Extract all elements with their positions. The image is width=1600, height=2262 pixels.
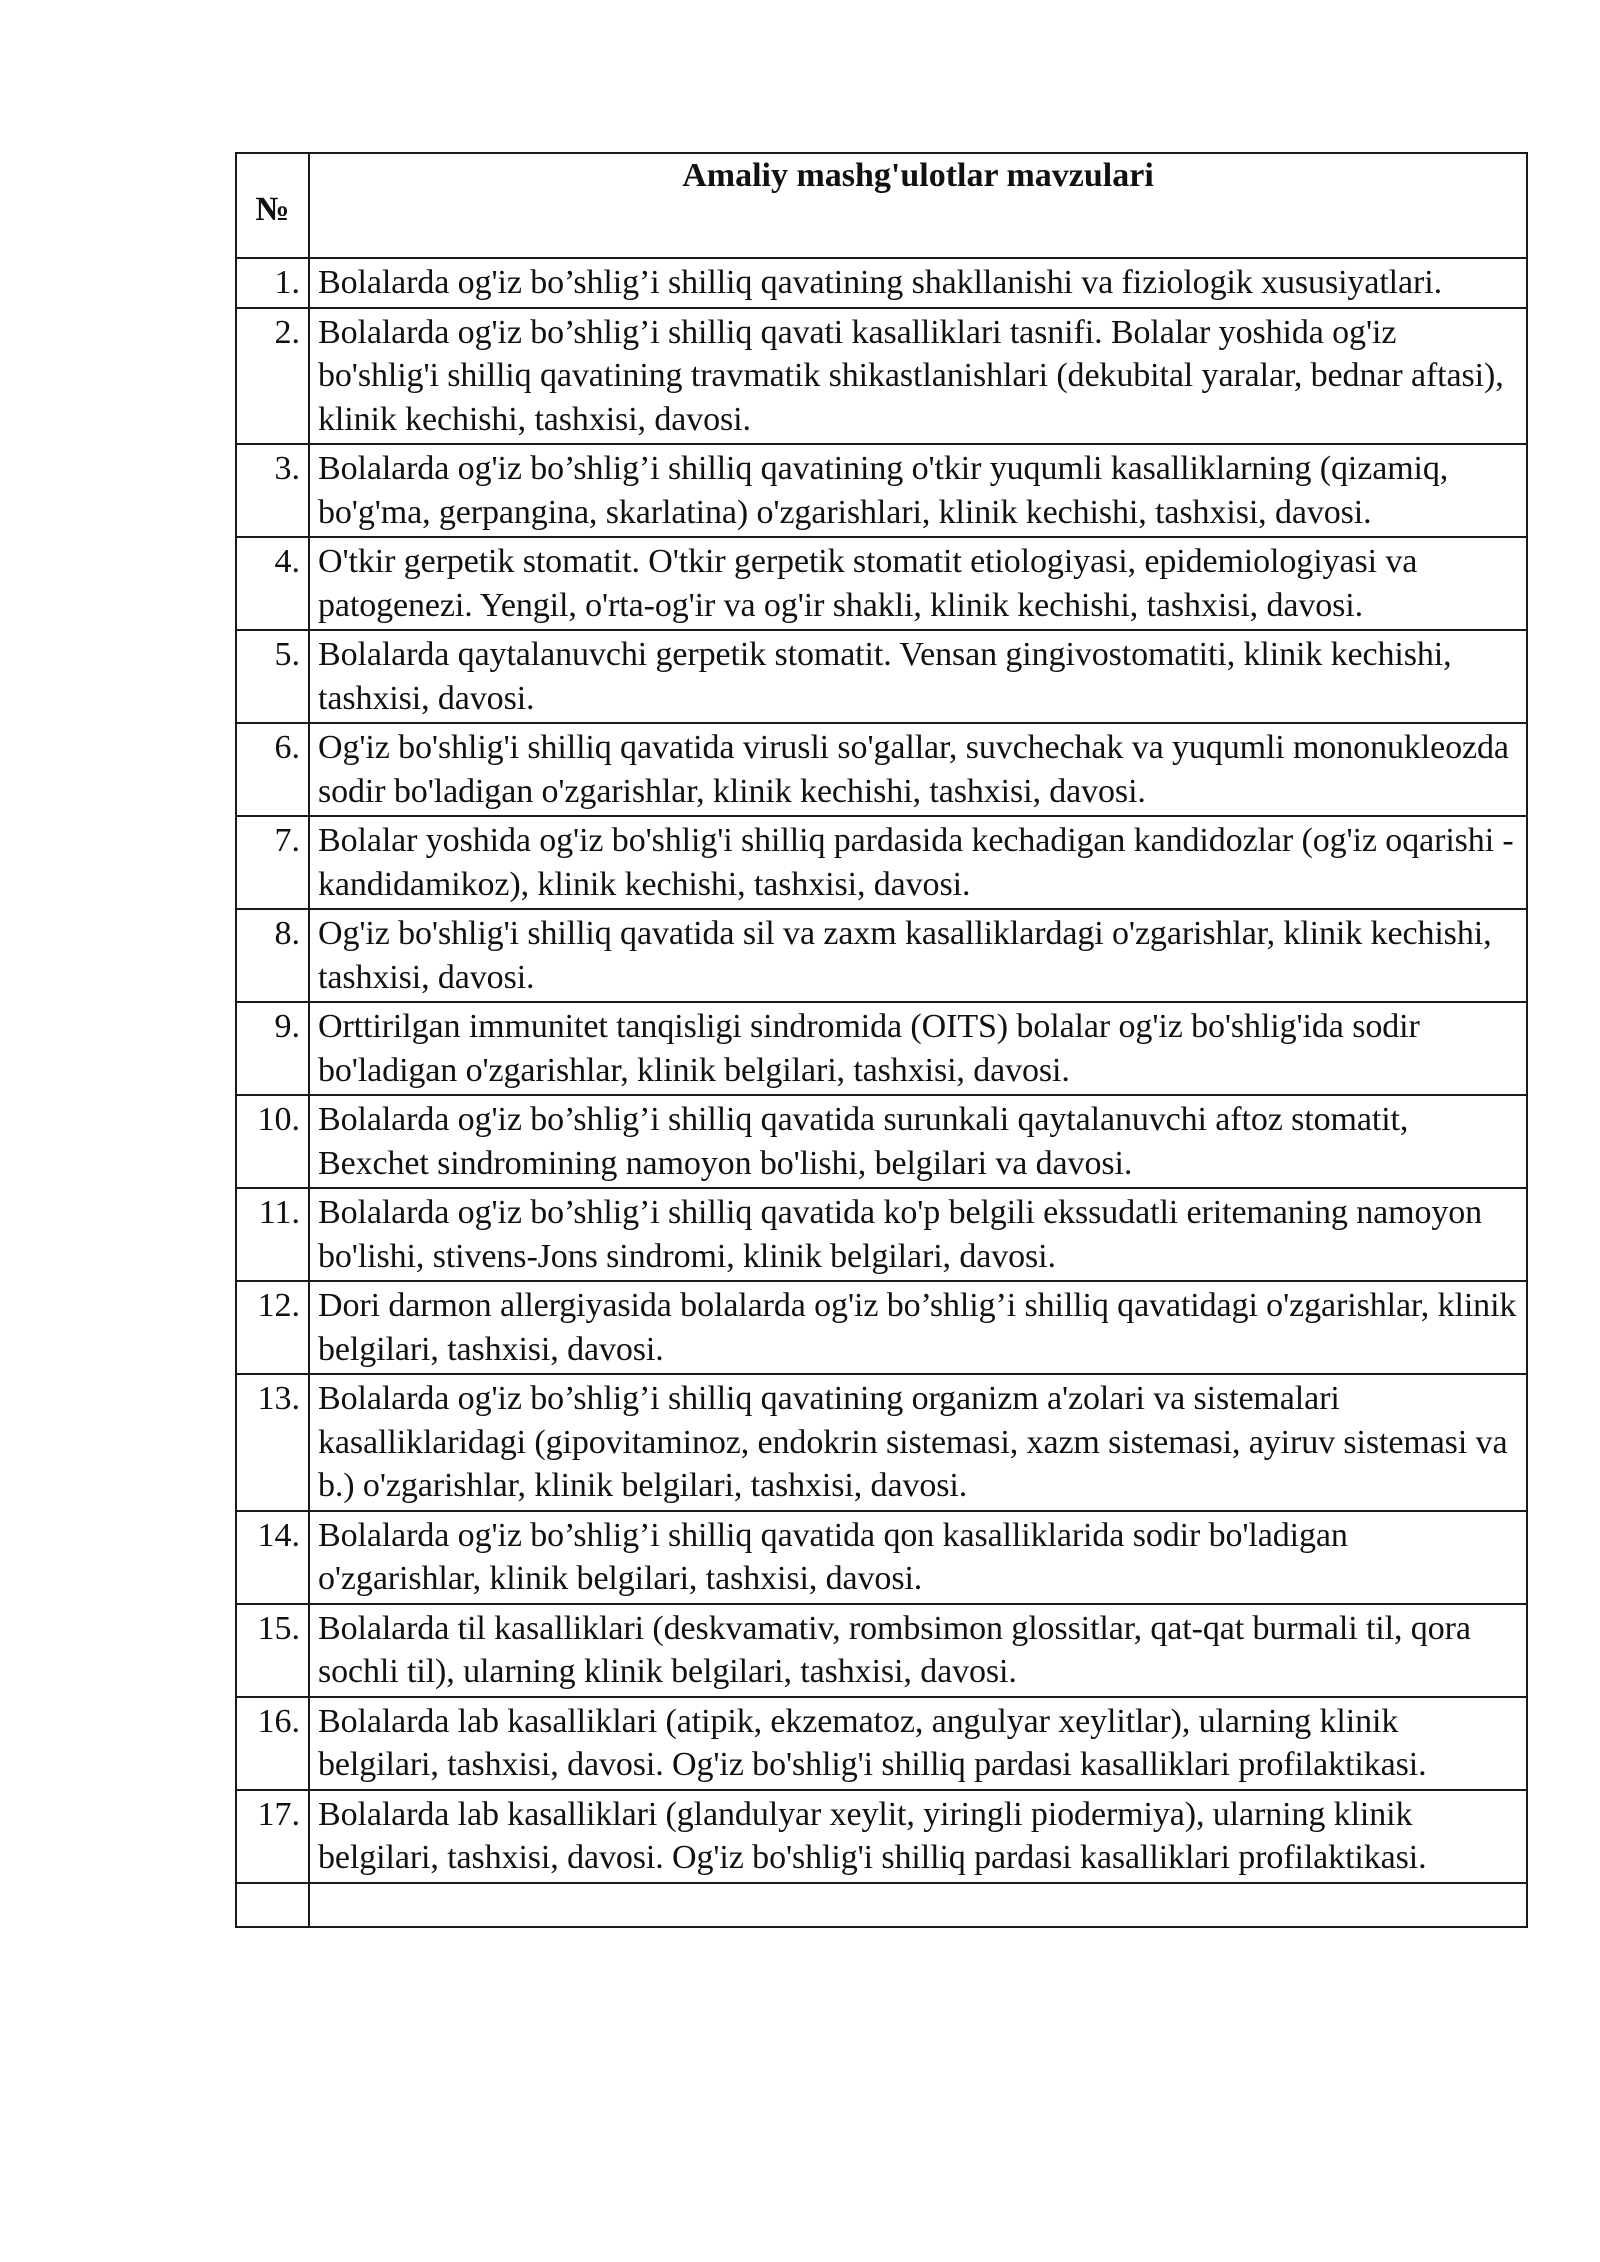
topic-text: Bolalar yoshida og'iz bo'shlig'i shilliq pardasida kechadigan kandidozlar (og'iz oqarishi - kandidamikoz), klinik kechishi, tashxisi, davosi.: [309, 816, 1527, 909]
table-row: [236, 1188, 1527, 1281]
empty-cell: [236, 1883, 309, 1927]
row-number: 5.: [236, 630, 309, 723]
topic-text: Bolalarda lab kasalliklari (glandulyar xeylit, yiringli piodermiya), ularning klinik belgilari, tashxisi, davosi. Og'iz bo'shlig'i shilliq pardasi kasalliklari profilaktikasi.: [309, 1790, 1527, 1883]
row-number: 10.: [236, 1095, 309, 1188]
table-row: [236, 258, 1527, 308]
topic-text: O'tkir gerpetik stomatit. O'tkir gerpetik stomatit etiologiyasi, epidemiologiyasi va patogenezi. Yengil, o'rta-og'ir va og'ir shakli, klinik kechishi, tashxisi, davosi.: [309, 537, 1527, 630]
topic-text: Bolalarda qaytalanuvchi gerpetik stomatit. Vensan gingivostomatiti, klinik kechishi, tashxisi, davosi.: [309, 630, 1527, 723]
topics-table: [235, 152, 1528, 1928]
row-number: 16.: [236, 1697, 309, 1790]
row-number: 7.: [236, 816, 309, 909]
row-number: 14.: [236, 1511, 309, 1604]
table-row: [236, 630, 1527, 723]
topic-text: Bolalarda og'iz bo’shlig’i shilliq qavatining o'tkir yuqumli kasalliklarning (qizamiq, bo'g'ma, gerpangina, skarlatina) o'zgarishlari, klinik kechishi, tashxisi, davosi.: [309, 444, 1527, 537]
row-number: 9.: [236, 1002, 309, 1095]
row-number: 6.: [236, 723, 309, 816]
row-number: 1.: [236, 258, 309, 308]
table-row: [236, 444, 1527, 537]
topic-text: Orttirilgan immunitet tanqisligi sindromida (OITS) bolalar og'iz bo'shlig'ida sodir bo'ladigan o'zgarishlar, klinik belgilari, tashxisi, davosi.: [309, 1002, 1527, 1095]
table-header-row: [236, 153, 1527, 258]
empty-cell: [309, 1883, 1527, 1927]
table-row: [236, 308, 1527, 445]
row-number: 12.: [236, 1281, 309, 1374]
topic-text: Dori darmon allergiyasida bolalarda og'iz bo’shlig’i shilliq qavatidagi o'zgarishlar, klinik belgilari, tashxisi, davosi.: [309, 1281, 1527, 1374]
table-row: [236, 1002, 1527, 1095]
row-number: 8.: [236, 909, 309, 1002]
table-row: [236, 909, 1527, 1002]
row-number: 4.: [236, 537, 309, 630]
number-column-header: №: [236, 153, 309, 258]
topic-text: Og'iz bo'shlig'i shilliq qavatida sil va zaxm kasalliklardagi o'zgarishlar, klinik kechishi, tashxisi, davosi.: [309, 909, 1527, 1002]
table-row: [236, 1697, 1527, 1790]
row-number: 15.: [236, 1604, 309, 1697]
row-number: 3.: [236, 444, 309, 537]
topic-text: Bolalarda til kasalliklari (deskvamativ, rombsimon glossitlar, qat-qat burmali til, qora sochli til), ularning klinik belgilari, tashxisi, davosi.: [309, 1604, 1527, 1697]
table-row: [236, 1604, 1527, 1697]
table-row: [236, 723, 1527, 816]
table-row: [236, 537, 1527, 630]
topic-text: Bolalarda og'iz bo’shlig’i shilliq qavatida surunkali qaytalanuvchi aftoz stomatit, Bexchet sindromining namoyon bo'lishi, belgilari va davosi.: [309, 1095, 1527, 1188]
topics-column-header: Amaliy mashg'ulotlar mavzulari: [309, 153, 1527, 258]
topic-text: Bolalarda og'iz bo’shlig’i shilliq qavatining shakllanishi va fiziologik xususiyatlari.: [309, 258, 1527, 308]
row-number: 2.: [236, 308, 309, 445]
topic-text: Bolalarda lab kasalliklari (atipik, ekzematoz, angulyar xeylitlar), ularning klinik belgilari, tashxisi, davosi. Og'iz bo'shlig'i shilliq pardasi kasalliklari profilaktikasi.: [309, 1697, 1527, 1790]
topic-text: Bolalarda og'iz bo’shlig’i shilliq qavatining organizm a'zolari va sistemalari kasalliklaridagi (gipovitaminoz, endokrin sistemasi, xazm sistemasi, ayiruv sistemasi va b.) o'zgarishlar, klinik belgilari, tashxisi, davosi.: [309, 1374, 1527, 1511]
table-row: [236, 1511, 1527, 1604]
topic-text: Bolalarda og'iz bo’shlig’i shilliq qavatida ko'p belgili ekssudatli eritemaning namoyon bo'lishi, stivens-Jons sindromi, klinik belgilari, davosi.: [309, 1188, 1527, 1281]
table-row: [236, 1374, 1527, 1511]
table-row: [236, 1790, 1527, 1883]
row-number: 13.: [236, 1374, 309, 1511]
row-number: 17.: [236, 1790, 309, 1883]
table-row: [236, 1281, 1527, 1374]
row-number: 11.: [236, 1188, 309, 1281]
table-body: [236, 258, 1527, 1927]
topic-text: Bolalarda og'iz bo’shlig’i shilliq qavatida qon kasalliklarida sodir bo'ladigan o'zgarishlar, klinik belgilari, tashxisi, davosi.: [309, 1511, 1527, 1604]
topic-text: Og'iz bo'shlig'i shilliq qavatida virusli so'gallar, suvchechak va yuqumli mononukleozda sodir bo'ladigan o'zgarishlar, klinik kechishi, tashxisi, davosi.: [309, 723, 1527, 816]
table-row: [236, 1095, 1527, 1188]
empty-row: [236, 1883, 1527, 1927]
table-row: [236, 816, 1527, 909]
topic-text: Bolalarda og'iz bo’shlig’i shilliq qavati kasalliklari tasnifi. Bolalar yoshida og'iz bo'shlig'i shilliq qavatining travmatik shikastlanishlari (dekubital yaralar, bednar aftasi), klinik kechishi, tashxisi, davosi.: [309, 308, 1527, 445]
